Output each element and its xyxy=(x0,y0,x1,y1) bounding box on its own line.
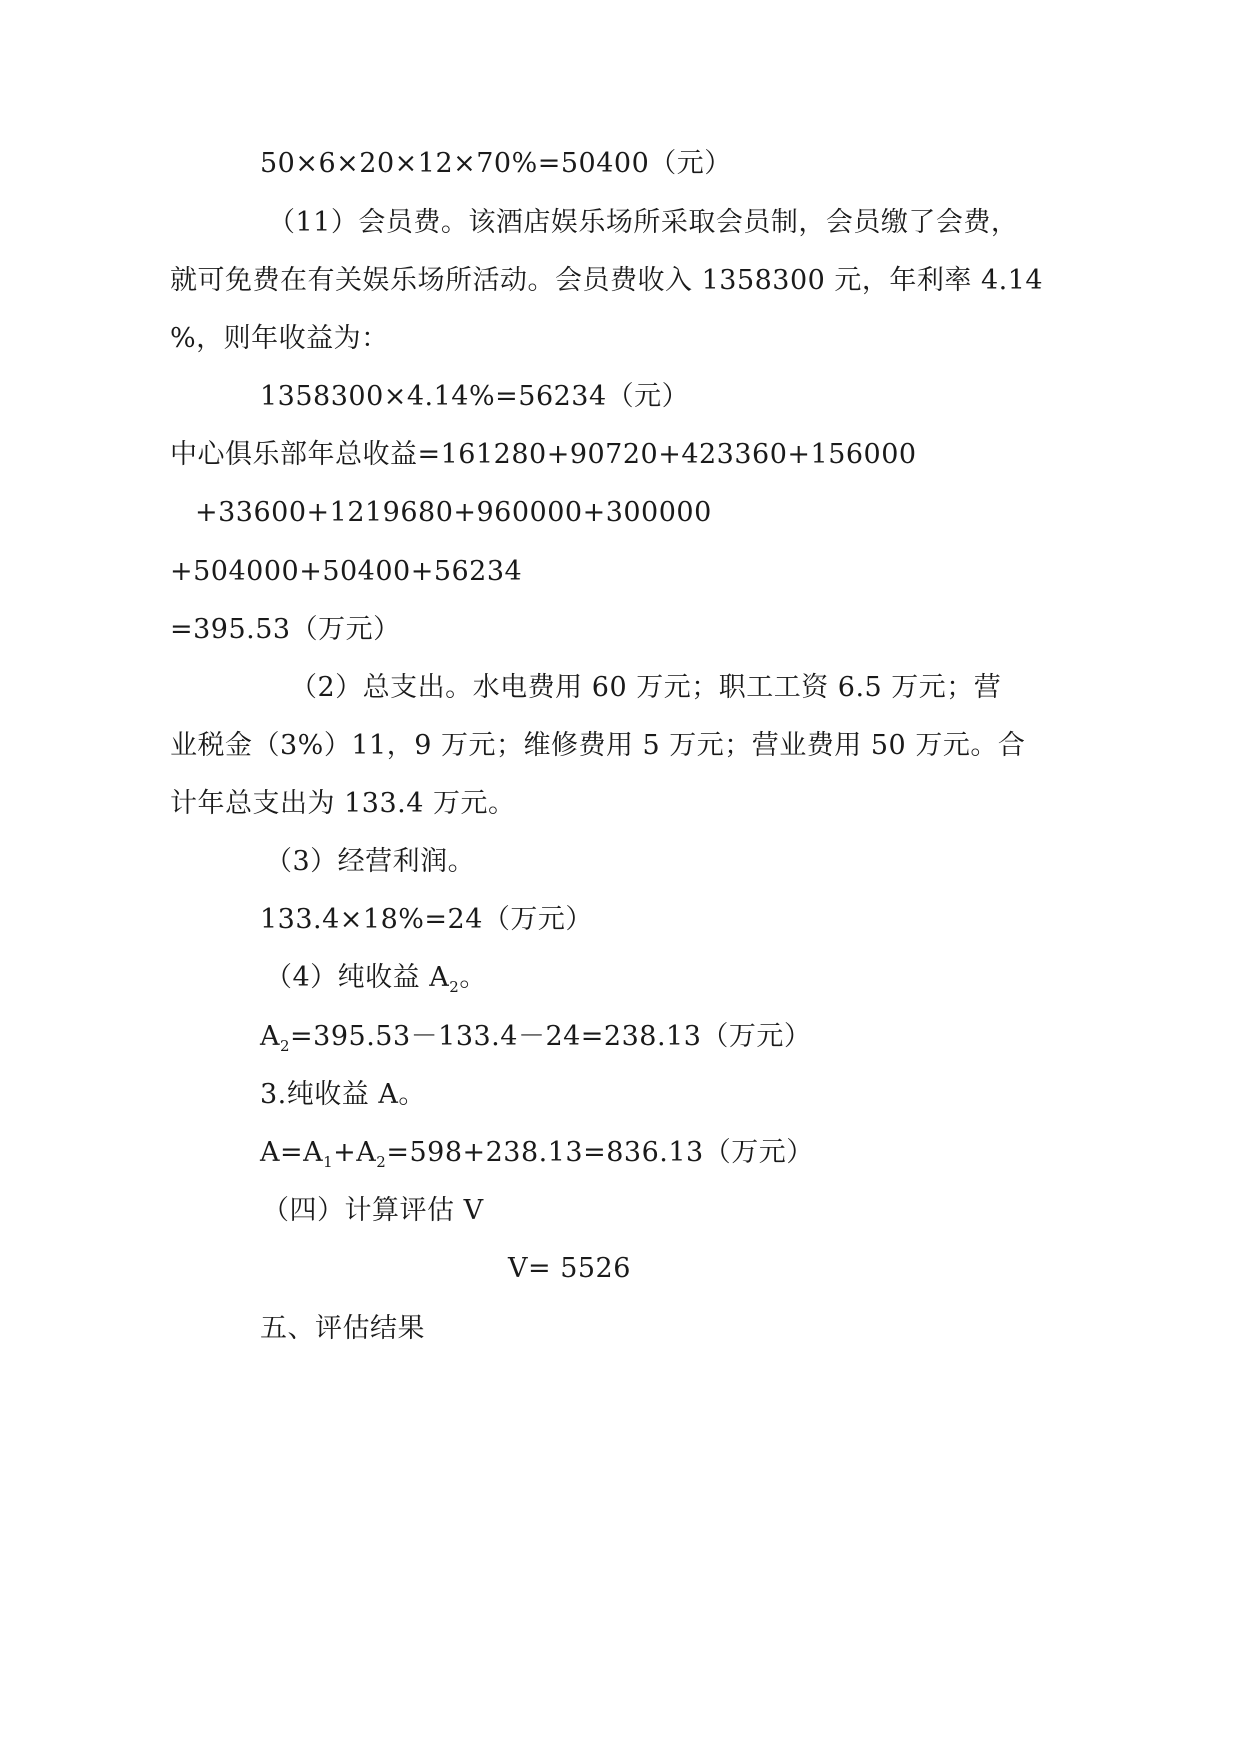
total-income-line-2: +33600+1219680+960000+300000 xyxy=(195,497,712,528)
net-income-a-formula-plus: +A xyxy=(333,1137,377,1168)
net-income-a-formula xyxy=(260,1135,814,1171)
total-income-line-3: +504000+50400+56234 xyxy=(170,556,523,587)
net-income-a2-heading-suffix: 。 xyxy=(459,962,487,993)
valuation-heading: （四）计算评估 V xyxy=(262,1195,484,1226)
paragraph-membership-fee-line-3: %，则年收益为： xyxy=(170,323,389,354)
total-income-result: =395.53（万元） xyxy=(170,614,401,645)
calc-line-membership-income: 1358300×4.14%=56234（元） xyxy=(260,381,690,412)
net-income-a2-heading xyxy=(265,960,487,996)
paragraph-expenses-line-1: （2）总支出。水电费用 60 万元；职工工资 6.5 万元；营 xyxy=(290,672,1002,703)
net-income-a-heading: 3.纯收益 A。 xyxy=(260,1079,426,1110)
valuation-result: V= 5526 xyxy=(508,1253,631,1284)
net-income-a2-formula-subscript: 2 xyxy=(280,1037,291,1055)
net-income-a-formula-a1-subscript: 1 xyxy=(323,1153,334,1171)
net-income-a-formula-symbol: A=A xyxy=(260,1137,324,1168)
section-five-heading: 五、评估结果 xyxy=(260,1313,425,1344)
total-income-line-1: 中心俱乐部年总收益=161280+90720+423360+156000 xyxy=(170,439,917,470)
calc-line-rent: 50×6×20×12×70%=50400（元） xyxy=(260,148,732,179)
net-income-a2-formula xyxy=(260,1019,811,1055)
paragraph-membership-fee-line-2: 就可免费在有关娱乐场所活动。会员费收入 1358300 元，年利率 4.14 xyxy=(170,265,1044,296)
net-income-a-formula-a2-subscript: 2 xyxy=(376,1153,387,1171)
net-income-a2-heading-subscript: 2 xyxy=(449,978,460,996)
paragraph-membership-fee-line-1: （11）会员费。该酒店娱乐场所采取会员制，会员缴了会费， xyxy=(268,207,1019,238)
operating-profit-calc: 133.4×18%=24（万元） xyxy=(260,904,593,935)
net-income-a2-formula-rest: =395.53－133.4－24=238.13（万元） xyxy=(290,1021,812,1052)
net-income-a2-heading-prefix: （4）纯收益 A xyxy=(265,962,450,993)
paragraph-expenses-line-2: 业税金（3%）11，9 万元；维修费用 5 万元；营业费用 50 万元。合 xyxy=(170,730,1026,761)
net-income-a2-formula-symbol: A xyxy=(260,1021,280,1052)
net-income-a-formula-rest: =598+238.13=836.13（万元） xyxy=(386,1137,814,1168)
operating-profit-heading: （3）经营利润。 xyxy=(265,846,476,877)
paragraph-expenses-line-3: 计年总支出为 133.4 万元。 xyxy=(170,788,516,819)
